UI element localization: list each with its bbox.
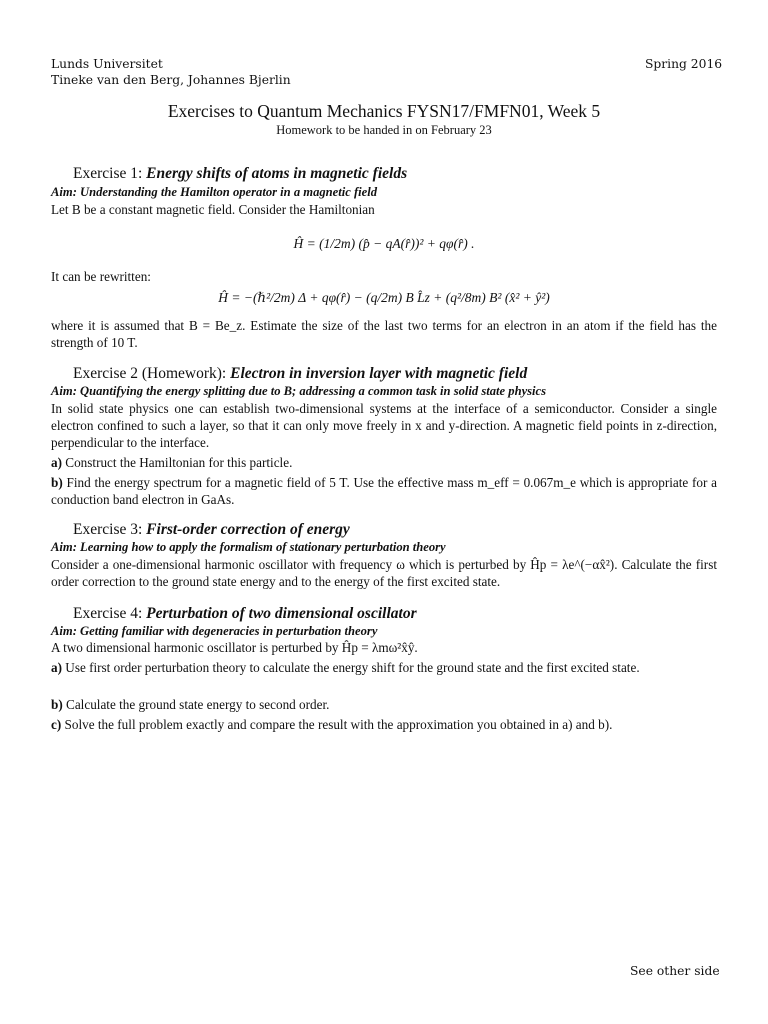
exercise-4-part-a-text: Use first order perturbation theory to calculate the energy shift for the ground state and the first excited state. bbox=[65, 660, 640, 675]
term: Spring 2016 bbox=[645, 57, 723, 71]
exercise-4-part-b-text: Calculate the ground state energy to second order. bbox=[66, 697, 330, 712]
exercise-1-equation-1: Ĥ = (1/2m) (p̂ − qA(r̂))² + qφ(r̂) . bbox=[293, 236, 475, 251]
exercise-4-part-b-key: b) bbox=[51, 697, 63, 712]
exercise-2-heading bbox=[73, 365, 527, 383]
exercise-3-title: First-order correction of energy bbox=[146, 521, 350, 538]
footer-note: See other side bbox=[630, 964, 720, 978]
exercise-4-aim: Aim: Getting familiar with degeneracies in perturbation theory bbox=[51, 624, 378, 638]
exercise-1-title: Energy shifts of atoms in magnetic fields bbox=[146, 165, 408, 182]
exercise-2-text: In solid state physics one can establish two-dimensional systems at the interface of a semiconductor. Consider a single electron confined to such a layer, so that it can only move freely in x and y-direction. A magnetic field points in z-direction, perpendicular to the interface. bbox=[51, 401, 717, 450]
exercise-4-part-c bbox=[51, 716, 717, 733]
exercise-4-part-b bbox=[51, 696, 717, 713]
exercise-1-aim: Aim: Understanding the Hamilton operator in a magnetic field bbox=[51, 185, 378, 199]
page-subtitle: Homework to be handed in on February 23 bbox=[276, 123, 492, 137]
exercise-2-label: Exercise 2 (Homework): bbox=[73, 365, 227, 382]
exercise-1-heading bbox=[73, 165, 407, 183]
exercise-2-aim: Aim: Quantifying the energy splitting due to B; addressing a common task in solid state physics bbox=[51, 384, 547, 398]
exercise-4-label: Exercise 4: bbox=[73, 605, 143, 622]
university-name: Lunds Universitet bbox=[51, 57, 163, 71]
exercise-2-part-b bbox=[51, 474, 717, 508]
exercise-1-text: where it is assumed that B = Be_z. Estimate the size of the last two terms for an electron in an atom if the field has the strength of 10 T. bbox=[51, 318, 717, 350]
exercise-1-label: Exercise 1: bbox=[73, 165, 143, 182]
exercise-4-text: A two dimensional harmonic oscillator is perturbed by Ĥp = λmω²x̂ŷ. bbox=[51, 640, 418, 655]
exercise-2-part-a-text: Construct the Hamiltonian for this particle. bbox=[65, 455, 293, 470]
exercise-4-part-a-key: a) bbox=[51, 660, 62, 675]
exercise-3-aim: Aim: Learning how to apply the formalism of stationary perturbation theory bbox=[51, 540, 446, 554]
exercise-2-part-b-text: Find the energy spectrum for a magnetic field of 5 T. Use the effective mass m_eff = 0.067m_e which is appropriate for a conduction band electron in GaAs. bbox=[51, 475, 718, 507]
exercise-4-title: Perturbation of two dimensional oscillator bbox=[146, 605, 417, 622]
page-title: Exercises to Quantum Mechanics FYSN17/FMFN01, Week 5 bbox=[167, 101, 601, 121]
exercise-1-intro: Let B be a constant magnetic field. Consider the Hamiltonian bbox=[51, 202, 375, 217]
authors: Tineke van den Berg, Johannes Bjerlin bbox=[51, 73, 291, 87]
exercise-2-part-a bbox=[51, 454, 717, 471]
exercise-3-text: Consider a one-dimensional harmonic oscillator with frequency ω which is perturbed by Ĥp = λe^(−αx̂²). Calculate the first order correction to the ground state energy and to the energy of the first excited state. bbox=[51, 557, 717, 589]
exercise-4-part-a bbox=[51, 659, 717, 676]
exercise-4-heading bbox=[73, 605, 417, 623]
exercise-3-label: Exercise 3: bbox=[73, 521, 143, 538]
exercise-3-heading bbox=[73, 521, 350, 539]
exercise-1-equation-2: Ĥ = −(ℏ²/2m) Δ + qφ(r̂) − (q/2m) B L̂z + (q²/8m) B² (x̂² + ŷ²) bbox=[218, 290, 550, 305]
exercise-2-title: Electron in inversion layer with magnetic field bbox=[230, 365, 528, 382]
exercise-4-part-c-key: c) bbox=[51, 717, 62, 732]
exercise-2-part-b-key: b) bbox=[51, 475, 63, 490]
exercise-1-rewrite-text: It can be rewritten: bbox=[51, 269, 151, 284]
exercise-2-part-a-key: a) bbox=[51, 455, 62, 470]
exercise-4-part-c-text: Solve the full problem exactly and compare the result with the approximation you obtained in a) and b). bbox=[64, 717, 613, 732]
